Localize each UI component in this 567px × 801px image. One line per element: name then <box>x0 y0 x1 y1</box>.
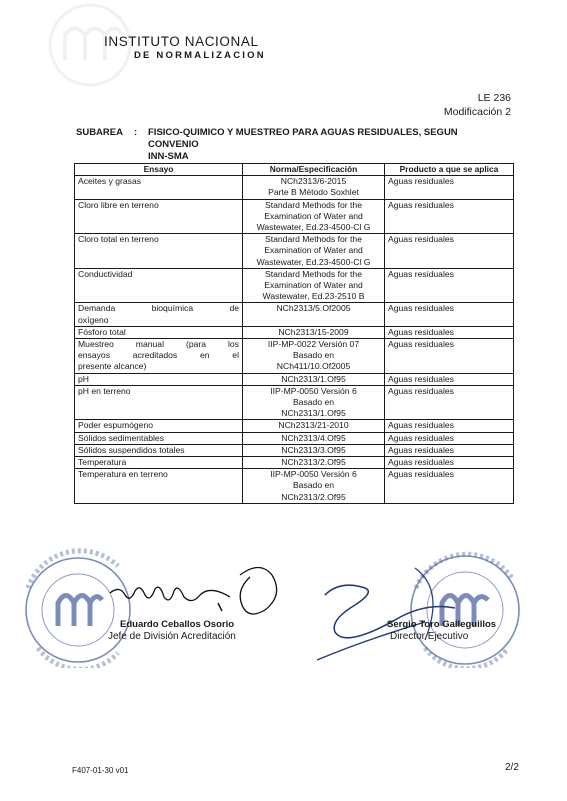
cell-ensayo <box>75 432 243 444</box>
ensayo-line: Demanda bioquímica de <box>78 303 239 314</box>
table-row <box>75 326 514 338</box>
table-row <box>75 234 514 269</box>
table-row <box>75 420 514 432</box>
table-row <box>75 432 514 444</box>
cell-norma <box>243 234 385 269</box>
table-row <box>75 339 514 374</box>
norma-line: NCh2313/5.Of2005 <box>276 303 351 314</box>
cell-norma <box>243 457 385 469</box>
table-row <box>75 457 514 469</box>
norma-line: Examination of Water and <box>264 280 363 291</box>
cell-ensayo <box>75 234 243 269</box>
ensayo-line: Cloro total en terreno <box>78 234 159 245</box>
ensayo-line: Sólidos suspendidos totales <box>78 444 185 455</box>
norma-line: NCh2313/1.Of95 <box>281 373 346 384</box>
norma-line: Standard Methods for the <box>265 199 362 210</box>
header-producto: Producto a que se aplica <box>385 164 514 176</box>
subarea-title <box>148 127 498 163</box>
table-header-row <box>75 164 514 176</box>
cell-ensayo <box>75 420 243 432</box>
cell-norma <box>243 199 385 234</box>
cell-producto: Aguas residuales <box>385 176 514 199</box>
norma-line: IIP-MP-0050 Versión 6 <box>270 385 357 396</box>
norma-line: Basado en <box>292 350 335 361</box>
cell-ensayo <box>75 373 243 385</box>
cell-norma <box>243 432 385 444</box>
ensayo-line: pH en terreno <box>78 385 131 396</box>
accreditation-table <box>74 163 514 504</box>
cell-ensayo <box>75 303 243 326</box>
norma-line: NCh2313/2.Of95 <box>281 491 346 502</box>
signer-left-name: Eduardo Ceballos Osorio <box>120 619 235 630</box>
norma-line: Standard Methods for the <box>265 268 362 279</box>
ensayo-line: Fósforo total <box>78 326 126 337</box>
ensayo-line: presente alcance) <box>78 361 147 372</box>
norma-line: Examination of Water and <box>264 245 363 256</box>
ensayo-line: Aceites y grasas <box>78 176 142 187</box>
form-code: F407-01-30 v01 <box>72 766 129 775</box>
ensayo-line: pH <box>78 373 89 384</box>
cell-ensayo <box>75 339 243 374</box>
ensayo-line: oxígeno <box>78 314 109 325</box>
norma-line: Wastewater, Ed.23-2510 B <box>262 291 365 302</box>
cell-producto: Aguas residuales <box>385 303 514 326</box>
signer-left-role: Jefe de División Acreditación <box>108 631 236 642</box>
cell-norma <box>243 176 385 199</box>
cell-ensayo <box>75 444 243 456</box>
ensayo-line: Muestreo manual (para los <box>78 339 239 350</box>
cell-ensayo <box>75 326 243 338</box>
cell-producto: Aguas residuales <box>385 444 514 456</box>
cell-producto: Aguas residuales <box>385 339 514 374</box>
cell-norma <box>243 268 385 303</box>
table-row <box>75 469 514 504</box>
cell-norma <box>243 303 385 326</box>
ensayo-line: Poder espumógeno <box>78 420 154 431</box>
table-body <box>75 176 514 504</box>
subarea-line1: FISICO-QUIMICO Y MUESTREO PARA AGUAS RESIDUALES, SEGUN CONVENIO <box>148 127 458 150</box>
cell-ensayo <box>75 268 243 303</box>
norma-line: NCh2313/2.Of95 <box>281 457 346 468</box>
ensayo-line: Temperatura <box>78 457 127 468</box>
cell-producto: Aguas residuales <box>385 234 514 269</box>
norma-line: Wastewater, Ed.23-4500-Cl G <box>256 256 371 267</box>
header-norma: Norma/Especificación <box>243 164 385 176</box>
norma-line: NCh2313/3.Of95 <box>281 444 346 455</box>
cell-ensayo <box>75 385 243 420</box>
table-row <box>75 176 514 199</box>
cell-norma <box>243 420 385 432</box>
cell-producto: Aguas residuales <box>385 326 514 338</box>
cell-producto: Aguas residuales <box>385 469 514 504</box>
norma-line: NCh2313/21-2010 <box>278 420 349 431</box>
left-signature <box>100 555 290 625</box>
cell-producto: Aguas residuales <box>385 420 514 432</box>
table-row <box>75 303 514 326</box>
cell-producto: Aguas residuales <box>385 268 514 303</box>
subarea-label: SUBAREA <box>76 127 123 138</box>
norma-line: Parte B Método Soxhlet <box>268 187 359 198</box>
header-ensayo: Ensayo <box>75 164 243 176</box>
norma-line: Basado en <box>292 397 335 408</box>
norma-line: IIP-MP-0050 Versión 6 <box>270 469 357 480</box>
signer-right-role: Director Ejecutivo <box>390 631 469 642</box>
cell-producto: Aguas residuales <box>385 385 514 420</box>
norma-line: Basado en <box>292 480 335 491</box>
cell-producto: Aguas residuales <box>385 457 514 469</box>
cell-norma <box>243 469 385 504</box>
norma-line: NCh2313/6-2015 <box>280 176 347 187</box>
ensayo-line: ensayos acreditados en el <box>78 350 239 361</box>
right-signature <box>305 560 505 670</box>
subarea-colon: : <box>134 127 138 138</box>
cell-ensayo <box>75 199 243 234</box>
ensayo-line: Temperatura en terreno <box>78 469 168 480</box>
cell-producto: Aguas residuales <box>385 199 514 234</box>
norma-line: Wastewater, Ed.23-4500-Cl G <box>256 222 371 233</box>
cell-norma <box>243 326 385 338</box>
table-row <box>75 268 514 303</box>
page-number: 2/2 <box>505 762 519 773</box>
norma-line: Examination of Water and <box>264 210 363 221</box>
cell-ensayo <box>75 469 243 504</box>
norma-line: NCh411/10.Of2005 <box>276 361 351 372</box>
modification-number: Modificación 2 <box>443 106 511 118</box>
subarea-line2: INN-SMA <box>148 151 189 162</box>
norma-line: NCh2313/1.Of95 <box>281 408 346 419</box>
ensayo-line: Conductividad <box>78 268 133 279</box>
institute-name-line1: INSTITUTO NACIONAL <box>104 34 259 49</box>
signer-right-name: Sergio Toro Galleguillos <box>387 619 497 630</box>
ensayo-line: Cloro libre en terreno <box>78 199 159 210</box>
norma-line: NCh2313/4.Of95 <box>281 432 346 443</box>
cell-ensayo <box>75 176 243 199</box>
cell-producto: Aguas residuales <box>385 373 514 385</box>
le-number: LE 236 <box>477 92 511 104</box>
cell-norma <box>243 373 385 385</box>
norma-line: IIP-MP-0022 Versión 07 <box>267 339 360 350</box>
institute-name-line2: DE NORMALIZACION <box>134 50 266 61</box>
norma-line: Standard Methods for the <box>265 234 362 245</box>
cell-ensayo <box>75 457 243 469</box>
ensayo-line: Sólidos sedimentables <box>78 432 164 443</box>
cell-norma <box>243 385 385 420</box>
cell-producto: Aguas residuales <box>385 432 514 444</box>
cell-norma <box>243 339 385 374</box>
table-row <box>75 373 514 385</box>
norma-line: NCh2313/15-2009 <box>278 326 349 337</box>
table-row <box>75 199 514 234</box>
table-row <box>75 385 514 420</box>
table-row <box>75 444 514 456</box>
cell-norma <box>243 444 385 456</box>
